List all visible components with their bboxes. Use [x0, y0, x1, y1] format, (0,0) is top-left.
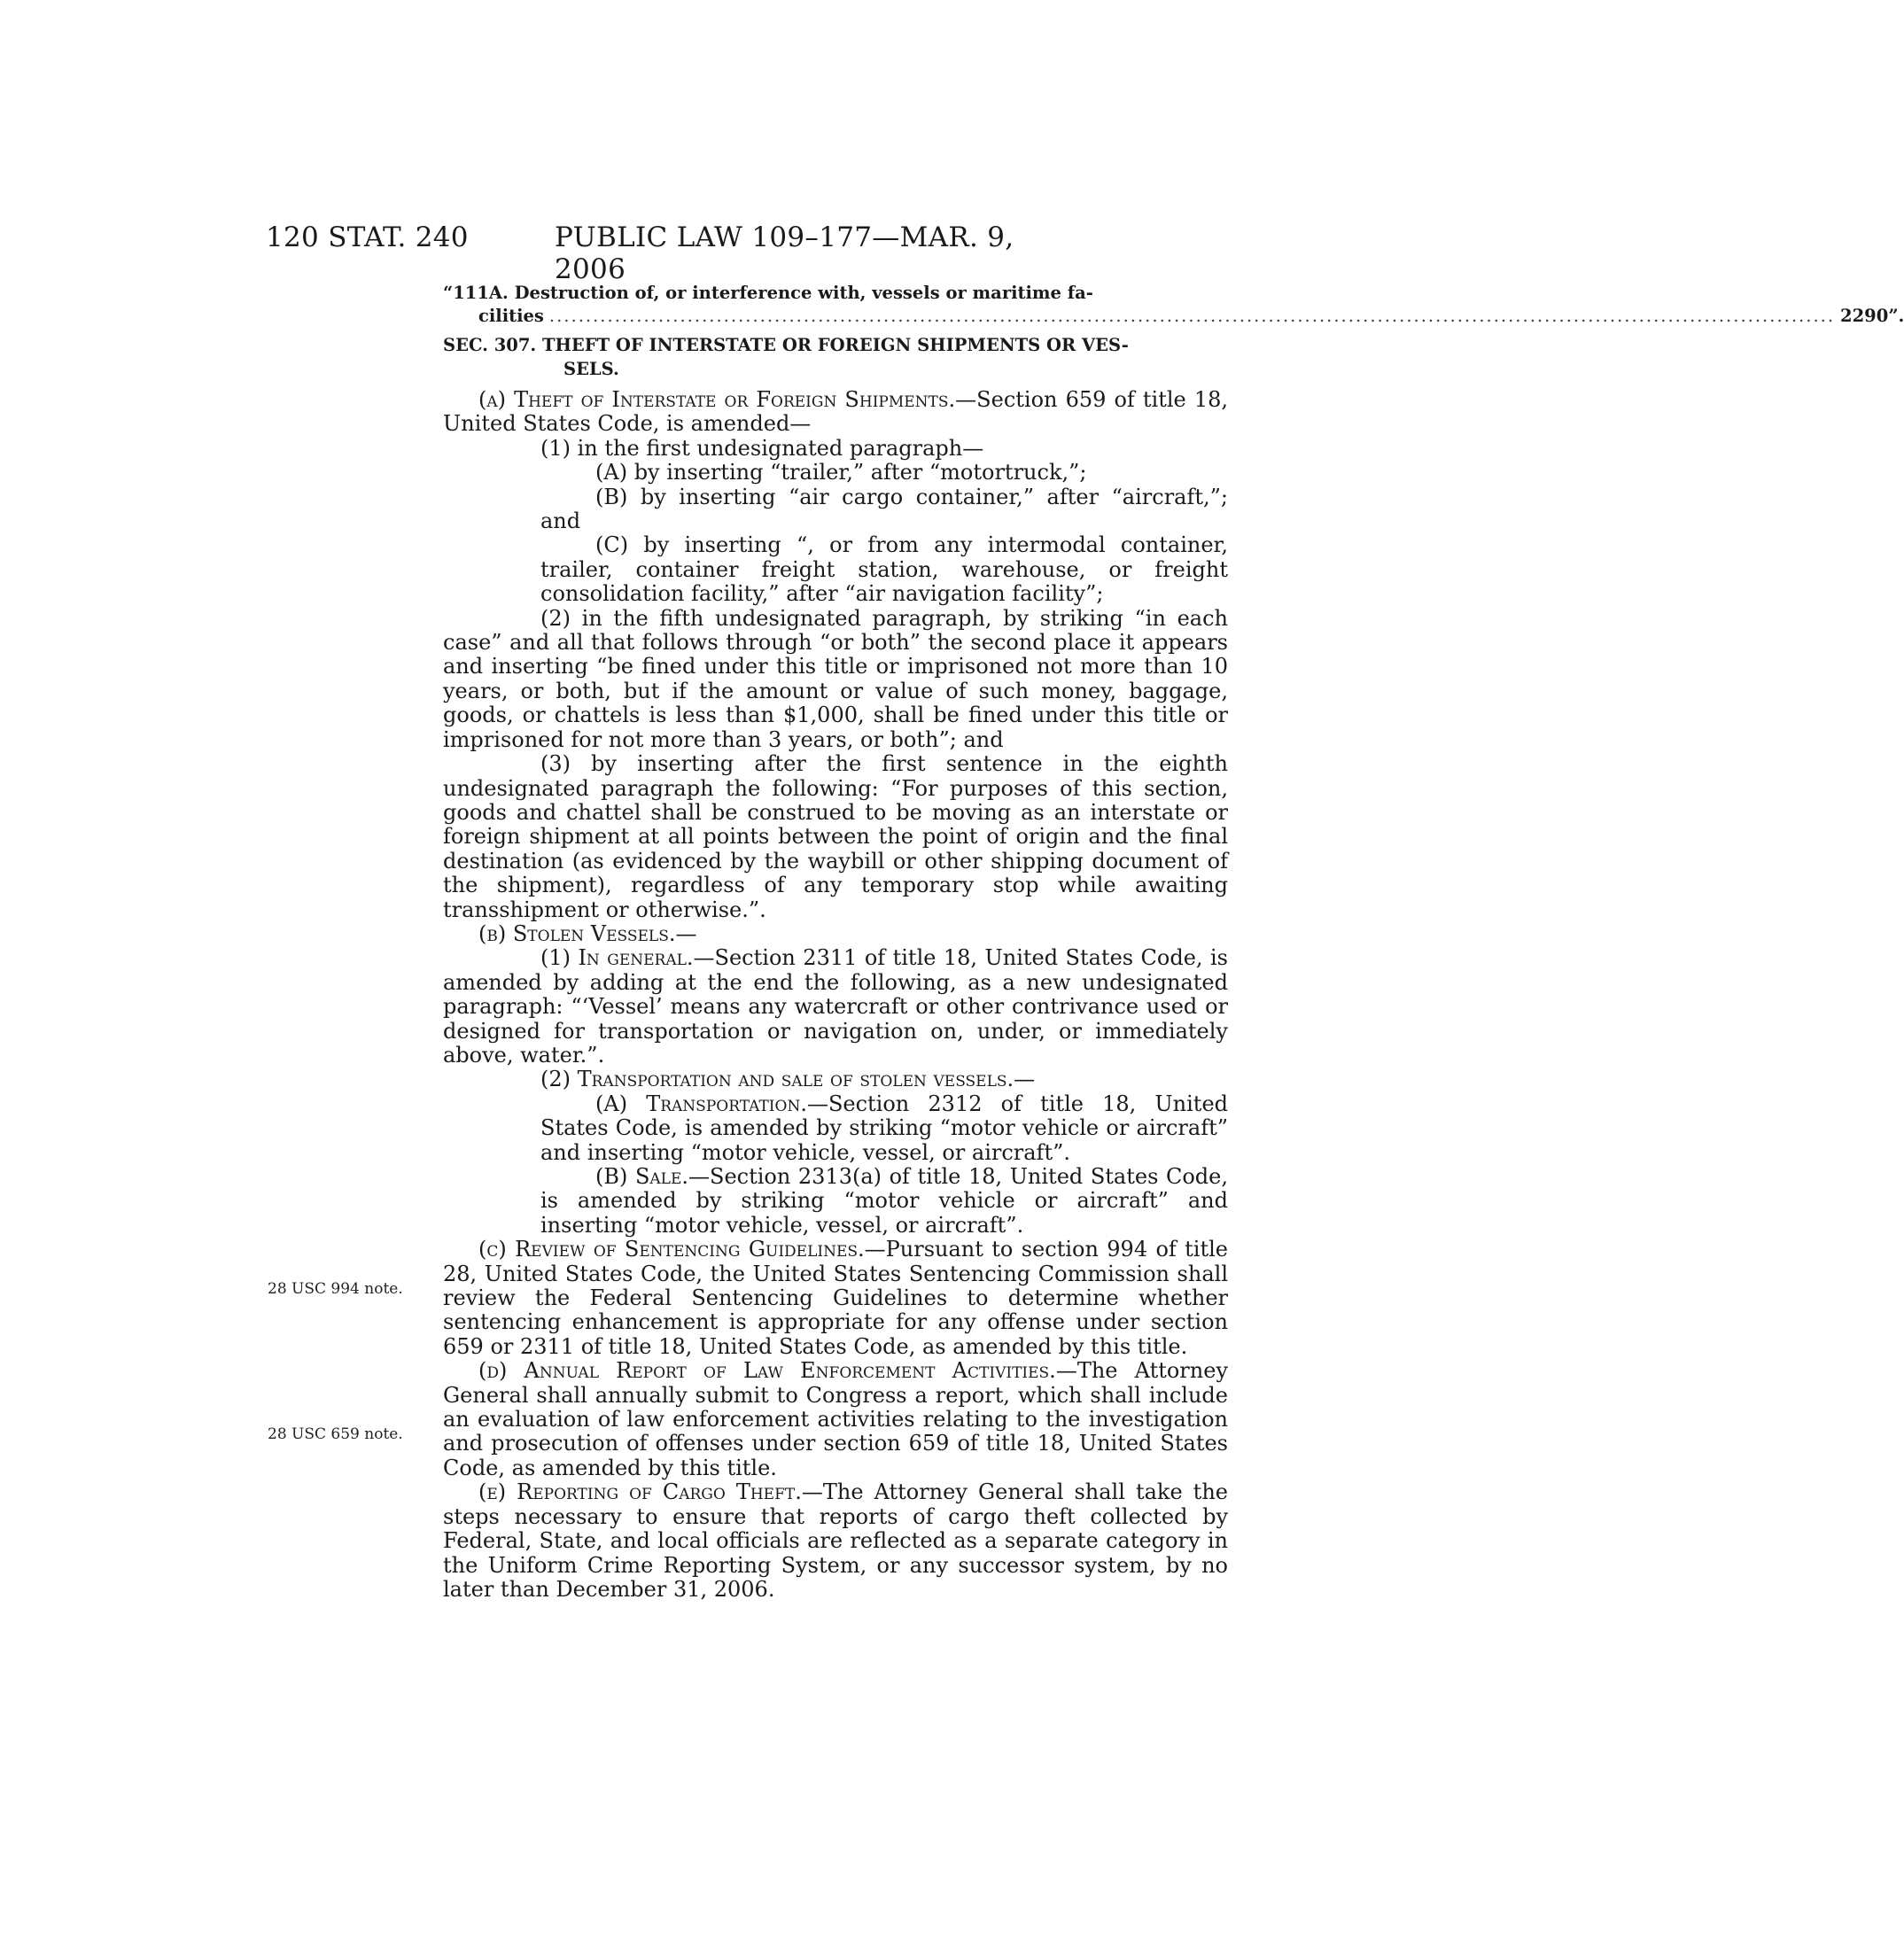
toc-entry-line2: [443, 305, 1904, 328]
subsection-a: [443, 388, 1228, 437]
subsection-c: [443, 1238, 1228, 1359]
subsection-e-text: —The Attorney General shall take the steps necessary to ensure that reports of cargo theft collected by Federal, State, and local officials are reflected as a separate category in the Uniform Crime Reporting System, or any successor system, by no later than December 31, 2006.: [443, 1479, 1228, 1602]
paragraph-b1-heading: (1) In general.: [540, 945, 694, 971]
paragraph-b2-dash: —: [1014, 1067, 1036, 1092]
paragraph-b2B-heading: (B) Sale.: [595, 1164, 688, 1189]
public-law-title: PUBLIC LAW 109–177—MAR. 9, 2006: [555, 221, 1014, 285]
toc-entry-text: cilities: [478, 306, 544, 326]
toc-entry-line1: “111A. Destruction of, or interference with, vessels or maritime fa-: [443, 283, 1093, 303]
paragraph-a1A: (A) by inserting “trailer,” after “motortruck,”;: [595, 460, 1087, 485]
subsection-a-heading: (a) Theft of Interstate or Foreign Shipments.: [478, 387, 956, 412]
subsection-d: [443, 1359, 1228, 1480]
paragraph-b2A-heading: (A) Transportation.: [595, 1091, 807, 1116]
page-header: [266, 221, 1081, 285]
subsection-b: [443, 922, 1228, 946]
toc-entry-page: 2290”.: [1840, 306, 1904, 326]
toc-dot-leader: .................................................................................................................................................................................: [548, 306, 1836, 326]
section-body: [443, 388, 1228, 1602]
paragraph-b2B-text: —Section 2313(a) of title 18, United States Code, is amended by striking “motor vehicle or aircraft” and inserting “motor vehicle, vessel, or aircraft”.: [540, 1164, 1228, 1238]
subsection-d-heading: (d) Annual Report of Law Enforcement Activities.: [478, 1358, 1056, 1384]
subsection-c-text: —Pursuant to section 994 of title 28, United States Code, the United States Sentencing Commission shall review the Federal Sentencing Guidelines to determine whether sentencing enhancement is appropriate for any offense under section 659 or 2311 of title 18, United States Code, as amended by this title.: [443, 1237, 1229, 1359]
paragraph-a2: (2) in the fifth undesignated paragraph, by striking “in each case” and all that follows through “or both” the second place it appears and inserting “be fined under this title or imprisoned not more than 10 years, or both, but if the amount or value of such money, baggage, goods, or chattels is less than $1,000, shall be fined under this title or imprisoned for not more than 3 years, or both”; and: [443, 605, 1228, 752]
subsection-a-text: —Section 659 of title 18, United States Code, is amended—: [443, 387, 1229, 437]
toc-entry: [443, 282, 1904, 328]
section-heading-line2: SELS.: [563, 359, 619, 379]
paragraph-a1: (1) in the first undesignated paragraph—: [540, 435, 984, 461]
paragraph-b2-heading: (2) Transportation and sale of stolen vessels.: [540, 1067, 1014, 1092]
paragraph-b1-text: —Section 2311 of title 18, United States Code, is amended by adding at the end the following, as a new undesignated paragraph: “‘Vessel’ means any watercraft or other contrivance used or designed for transportation or navigation on, under, or immediately above, water.”.: [443, 945, 1228, 1068]
subsection-c-heading: (c) Review of Sentencing Guidelines.: [478, 1237, 865, 1262]
paragraph-a1C: (C) by inserting “, or from any intermodal container, trailer, container freight station, warehouse, or freight consolidation facility,” after “air navigation facility”;: [540, 532, 1228, 607]
margin-note-c: 28 USC 994 note.: [268, 1280, 403, 1298]
paragraph-b2A: [443, 1092, 1228, 1165]
paragraph-b2B: [443, 1165, 1228, 1238]
subsection-e-heading: (e) Reporting of Cargo Theft.: [478, 1479, 802, 1505]
subsection-b-dash: —: [675, 920, 697, 946]
section-heading-line1: SEC. 307. THEFT OF INTERSTATE OR FOREIGN SHIPMENTS OR VES-: [443, 335, 1129, 355]
paragraph-b2: [443, 1068, 1228, 1091]
subsection-d-text: —The Attorney General shall annually submit to Congress a report, which shall include an evaluation of law enforcement activities relating to the investigation and prosecution of offenses under section 659 of title 18, United States Code, as amended by this title.: [443, 1358, 1228, 1480]
section-heading: [443, 333, 1228, 381]
stat-page-number: 120 STAT. 240: [266, 221, 469, 253]
paragraph-a3: (3) by inserting after the first sentence in the eighth undesignated paragraph the following: “For purposes of this section, goods and chattel shall be construed to be moving as an interstate or foreign shipment at all points between the point of origin and the final destination (as evidenced by the waybill or other shipping document of the shipment), regardless of any temporary stop while awaiting transshipment or otherwise.”.: [443, 751, 1228, 922]
paragraph-b1: [443, 946, 1228, 1068]
subsection-e: [443, 1480, 1228, 1602]
margin-note-d: 28 USC 659 note.: [268, 1425, 403, 1443]
paragraph-a1B: (B) by inserting “air cargo container,” after “aircraft,”; and: [540, 484, 1228, 534]
subsection-b-heading: (b) Stolen Vessels.: [478, 920, 676, 946]
paragraph-b2A-text: —Section 2312 of title 18, United States Code, is amended by striking “motor vehicle or aircraft” and inserting “motor vehicle, vessel, or aircraft”.: [540, 1091, 1229, 1165]
